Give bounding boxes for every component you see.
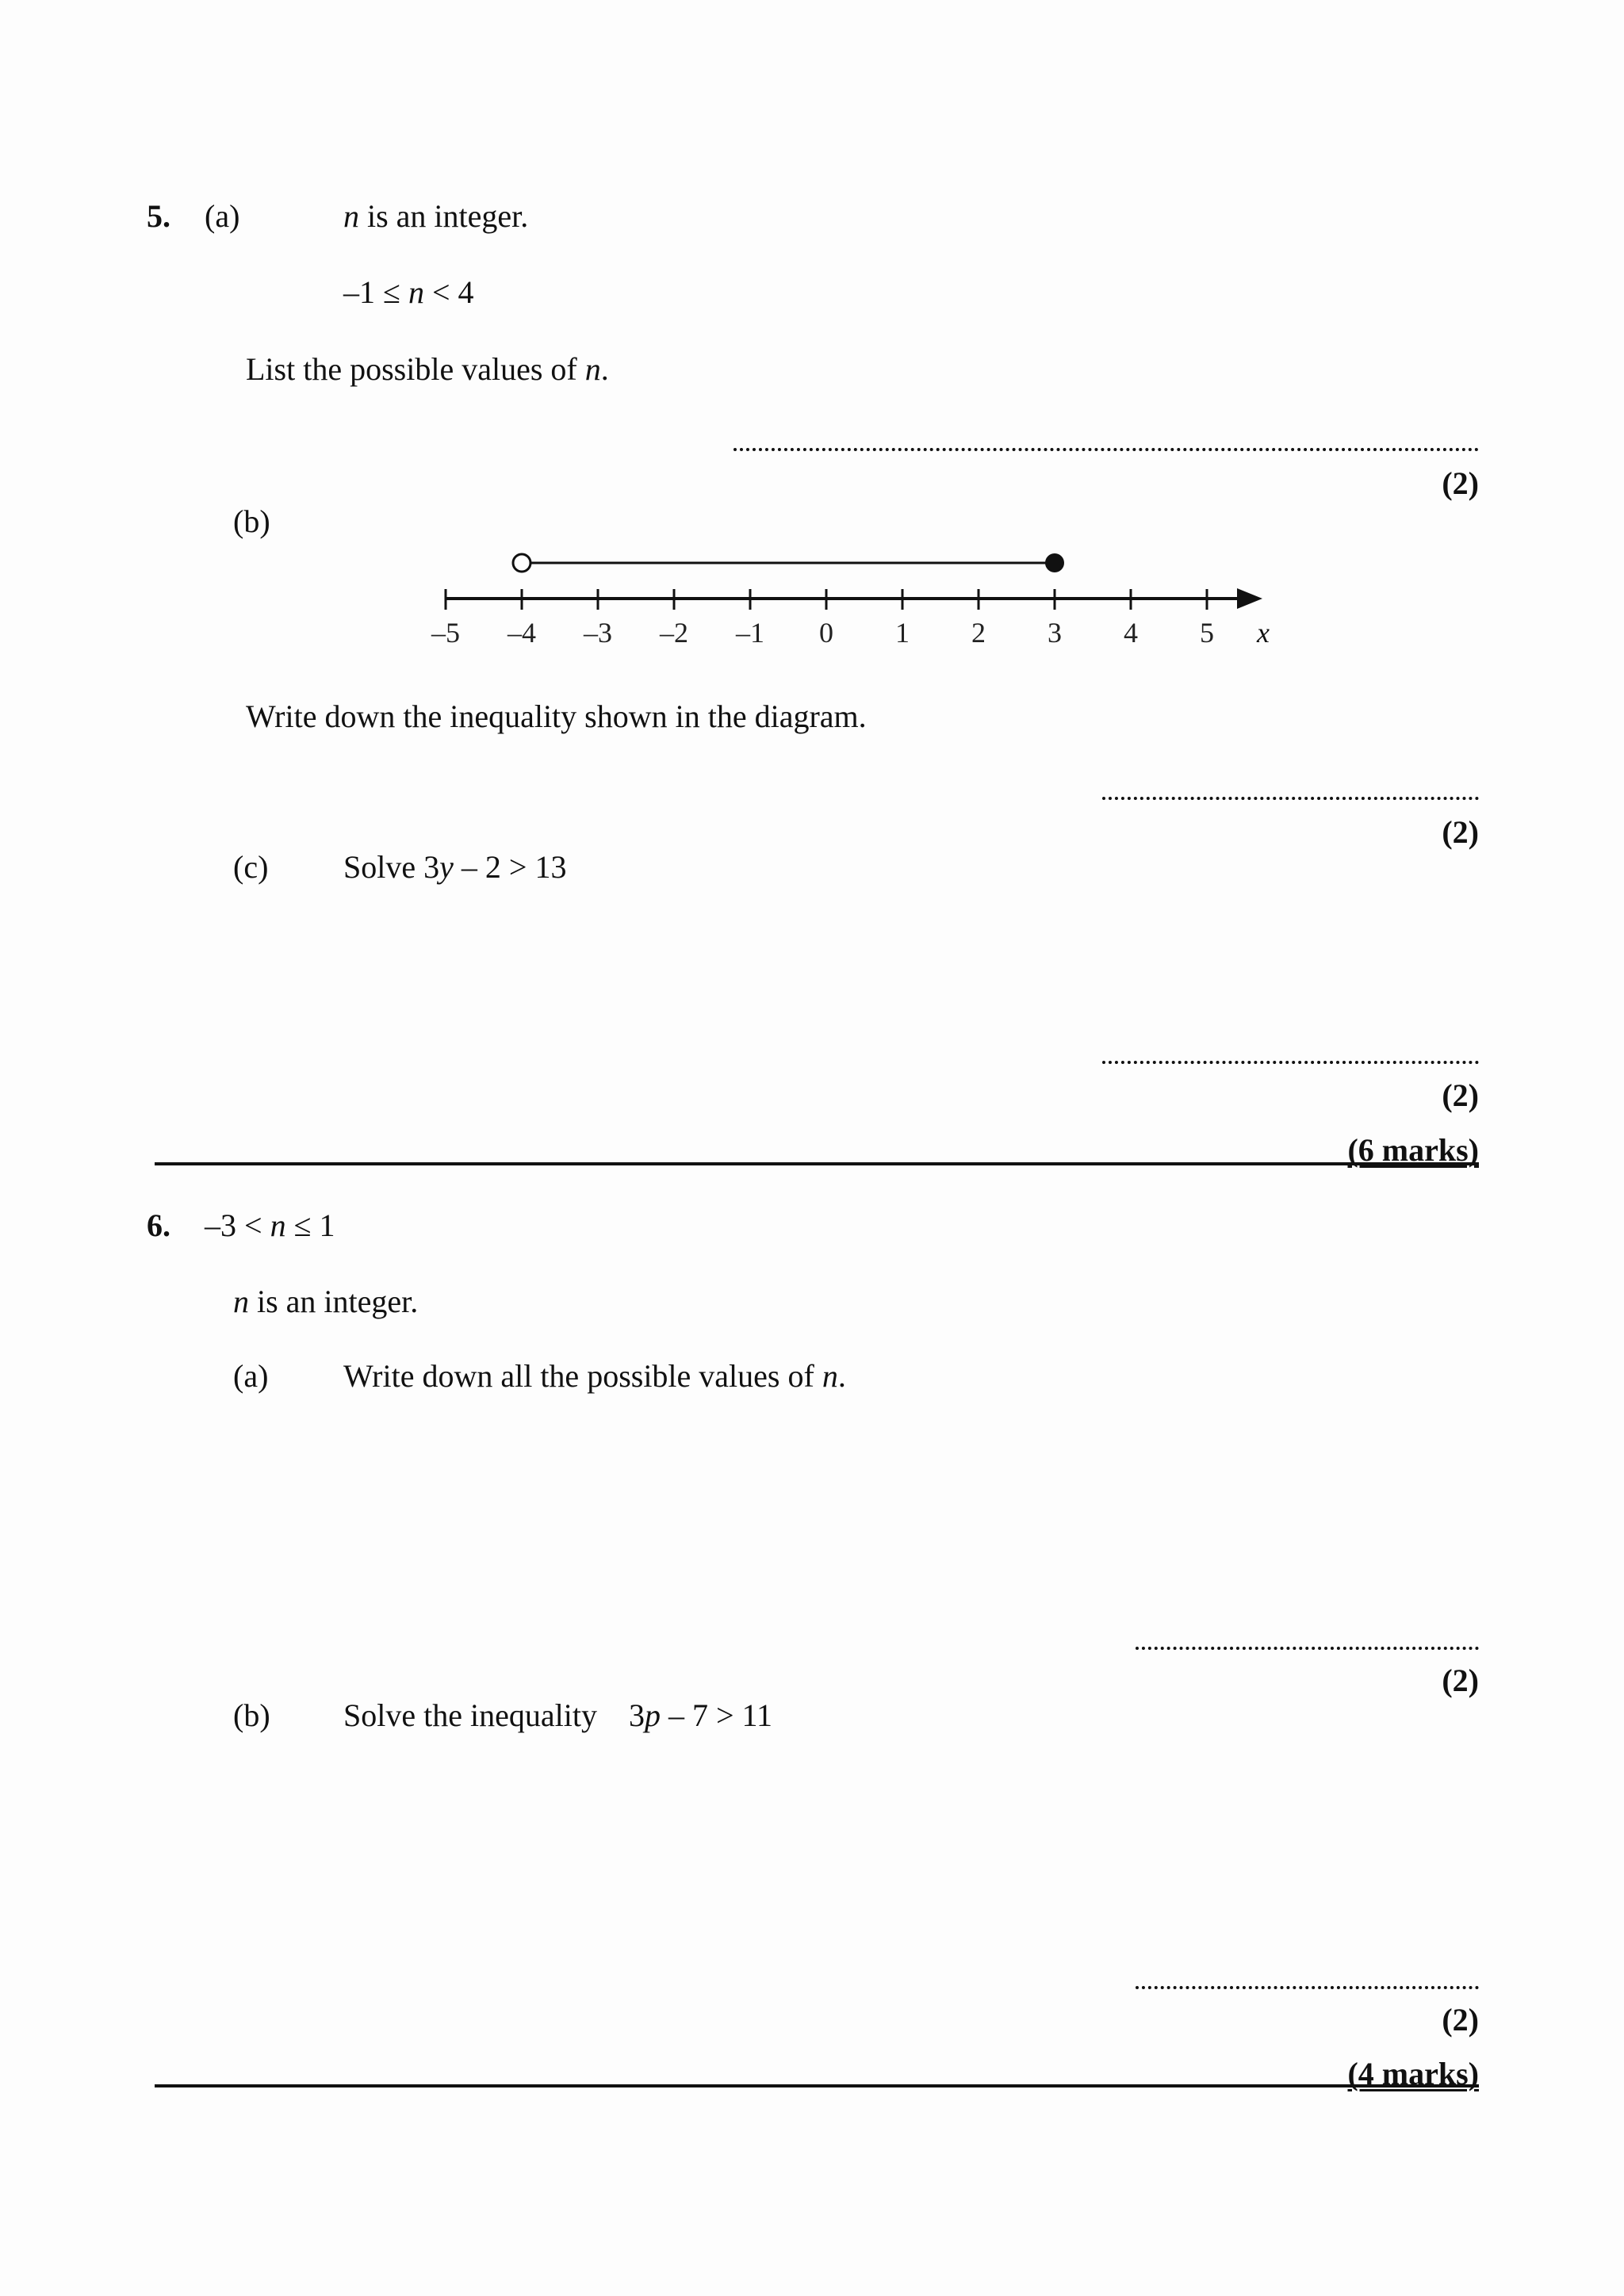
q5a-instruction: List the possible values of n. (246, 351, 609, 387)
number-line-tick-label: 3 (1048, 617, 1062, 649)
number-line-tick-label: 5 (1200, 617, 1214, 649)
q6-statement: n is an integer. (233, 1284, 419, 1319)
number-line-tick-label: 4 (1124, 617, 1138, 649)
q5b-instruction: Write down the inequality shown in the diagram. (246, 698, 867, 734)
number-line-arrowhead (1237, 588, 1262, 609)
q5a-statement: n is an integer. (343, 198, 529, 234)
number-line-tick-label: –3 (584, 617, 612, 649)
number-line-tick-label: –1 (736, 617, 764, 649)
q6b-marks: (2) (1442, 2002, 1479, 2038)
number-line-tick-label: –4 (508, 617, 536, 649)
q6-number: 6. (147, 1207, 170, 1243)
closed-circle-endpoint (1045, 553, 1064, 572)
q5a-answer-line[interactable] (733, 448, 1479, 451)
number-line-tick-label: –5 (431, 617, 460, 649)
q5a-label: (a) (205, 198, 240, 234)
q5b-label: (b) (233, 503, 270, 539)
q6-total-marks: (4 marks) (1347, 2056, 1479, 2091)
q5-total-marks: (6 marks) (1347, 1132, 1479, 1168)
q5b-answer-line[interactable] (1102, 797, 1479, 800)
number-line-tick-label: 2 (971, 617, 986, 649)
q5-number: 5. (147, 198, 170, 234)
number-line-diagram (412, 539, 1285, 658)
number-line-axis-label: x (1257, 617, 1270, 649)
q5c-question: Solve 3y – 2 > 13 (343, 849, 567, 885)
q5c-marks: (2) (1442, 1077, 1479, 1113)
q6a-question: Write down all the possible values of n. (343, 1358, 846, 1394)
q6a-label: (a) (233, 1358, 269, 1394)
q5c-answer-line[interactable] (1102, 1061, 1479, 1064)
number-line-tick-label: 1 (895, 617, 910, 649)
q6-end-rule (155, 2084, 1479, 2087)
q6a-answer-line[interactable] (1136, 1647, 1479, 1650)
q6b-label: (b) (233, 1697, 270, 1733)
q6b-question: Solve the inequality 3p – 7 > 11 (343, 1697, 773, 1733)
q5a-marks: (2) (1442, 465, 1479, 501)
number-line-tick-label: 0 (819, 617, 833, 649)
q5b-marks: (2) (1442, 814, 1479, 850)
q6a-marks: (2) (1442, 1663, 1479, 1698)
q6-inequality: –3 < n ≤ 1 (205, 1207, 335, 1243)
q5a-inequality: –1 ≤ n < 4 (343, 274, 474, 310)
q6b-answer-line[interactable] (1136, 1986, 1479, 1989)
open-circle-endpoint (513, 554, 530, 572)
q5-end-rule (155, 1162, 1479, 1165)
q5c-label: (c) (233, 849, 269, 885)
number-line-tick-label: –2 (660, 617, 688, 649)
